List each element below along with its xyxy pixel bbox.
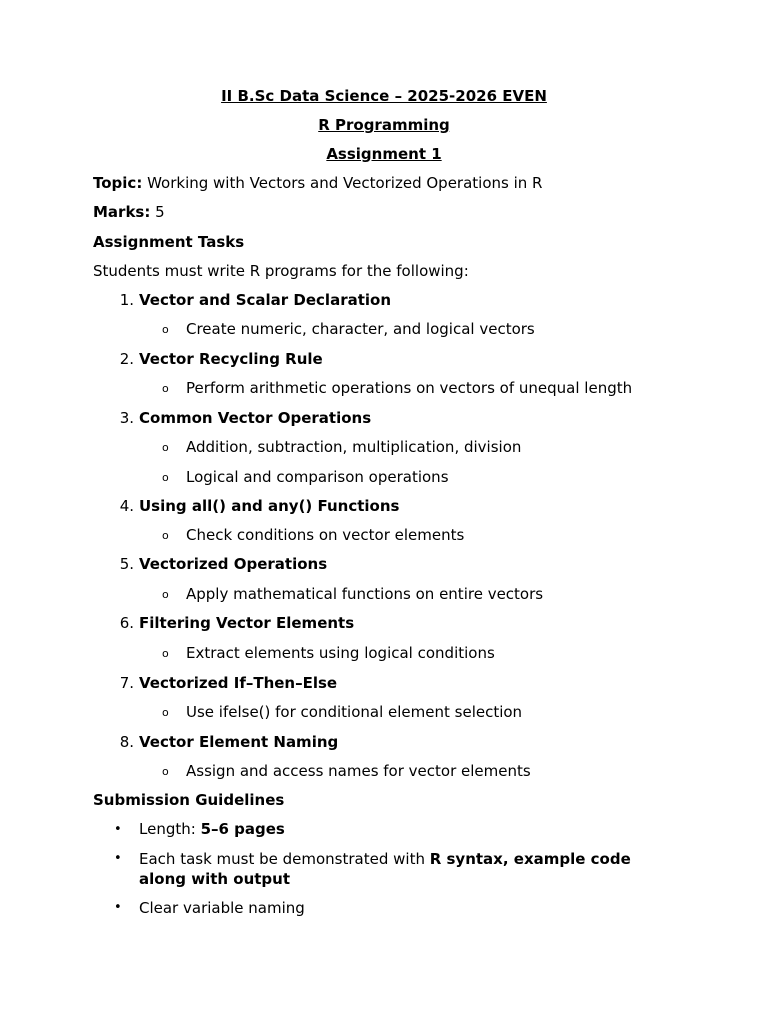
tasks-heading: Assignment Tasks xyxy=(93,233,245,251)
sub-bullet-icon: o xyxy=(162,765,169,778)
demo-text: Each task must be demonstrated with xyxy=(139,850,430,868)
subject-title: R Programming xyxy=(318,116,450,134)
task-subitem: Apply mathematical functions on entire vectors xyxy=(186,585,544,603)
bullet-icon: • xyxy=(114,900,122,915)
task-title: Vector Recycling Rule xyxy=(139,350,323,368)
topic-value: Working with Vectors and Vectorized Operations in R xyxy=(142,174,543,192)
bullet-icon: • xyxy=(114,851,122,866)
sub-bullet-icon: o xyxy=(162,441,169,454)
task-number: 1. xyxy=(119,291,134,309)
task-title: Vector and Scalar Declaration xyxy=(139,291,392,309)
task-subitem: Extract elements using logical conditions xyxy=(186,644,495,662)
task-number: 2. xyxy=(119,350,134,368)
task-subitem: Check conditions on vector elements xyxy=(186,526,465,544)
task-number: 8. xyxy=(119,733,134,751)
length-label: Length: xyxy=(139,820,201,838)
sub-bullet-icon: o xyxy=(162,323,169,336)
marks-value: 5 xyxy=(150,203,165,221)
guideline-demo xyxy=(139,849,631,869)
marks-label: Marks: xyxy=(93,203,151,221)
task-number: 3. xyxy=(119,409,134,427)
sub-bullet-icon: o xyxy=(162,706,169,719)
task-title: Vectorized Operations xyxy=(139,555,328,573)
task-number: 5. xyxy=(119,555,134,573)
task-subitem: Create numeric, character, and logical vectors xyxy=(186,320,535,338)
task-subitem: Assign and access names for vector elements xyxy=(186,762,531,780)
task-title: Using all() and any() Functions xyxy=(139,497,400,515)
task-number: 4. xyxy=(119,497,134,515)
guideline-naming: Clear variable naming xyxy=(139,899,305,917)
demo-bold-1: R syntax, example code xyxy=(429,850,631,868)
length-value: 5–6 pages xyxy=(200,820,285,838)
task-number: 7. xyxy=(119,674,134,692)
sub-bullet-icon: o xyxy=(162,529,169,542)
task-subitem: Addition, subtraction, multiplication, division xyxy=(186,438,522,456)
marks-line xyxy=(93,202,165,222)
sub-bullet-icon: o xyxy=(162,588,169,601)
sub-bullet-icon: o xyxy=(162,471,169,484)
task-title: Vector Element Naming xyxy=(139,733,339,751)
task-title: Common Vector Operations xyxy=(139,409,372,427)
task-subitem: Use ifelse() for conditional element selection xyxy=(186,703,523,721)
task-subitem: Perform arithmetic operations on vectors of unequal length xyxy=(186,379,633,397)
topic-label: Topic: xyxy=(93,174,143,192)
task-number: 6. xyxy=(119,614,134,632)
task-title: Vectorized If–Then–Else xyxy=(139,674,338,692)
guideline-length xyxy=(139,819,285,839)
sub-bullet-icon: o xyxy=(162,647,169,660)
bullet-icon: • xyxy=(114,822,122,837)
tasks-intro: Students must write R programs for the following: xyxy=(93,262,469,280)
course-title: II B.Sc Data Science – 2025-2026 EVEN xyxy=(221,87,547,105)
assignment-title: Assignment 1 xyxy=(326,145,442,163)
task-title: Filtering Vector Elements xyxy=(139,614,355,632)
sub-bullet-icon: o xyxy=(162,382,169,395)
task-subitem: Logical and comparison operations xyxy=(186,468,449,486)
guideline-demo-continued: along with output xyxy=(139,870,291,888)
topic-line xyxy=(93,173,542,193)
submission-heading: Submission Guidelines xyxy=(93,791,285,809)
